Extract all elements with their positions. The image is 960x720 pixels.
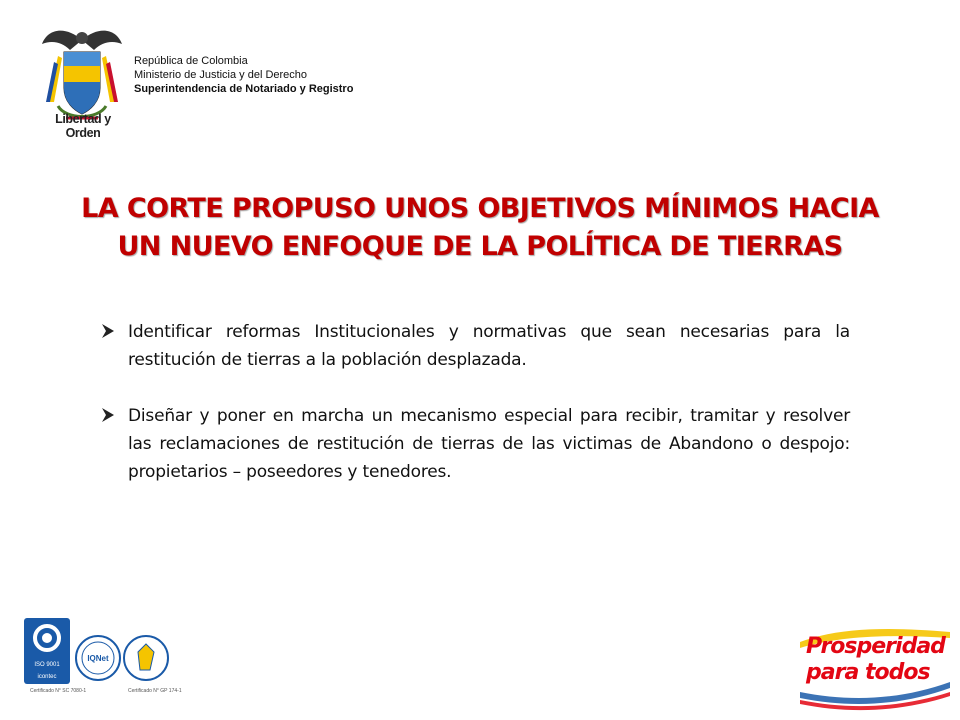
crest-caption: Libertad y Orden: [55, 112, 111, 140]
ministry-block: [134, 54, 353, 96]
iso-label: ISO 9001: [34, 662, 60, 668]
bullet-list: [100, 318, 850, 514]
bullet-item: [100, 402, 850, 486]
bullet-text: Identificar reformas Institucionales y normativas que sean necesarias para la restitución de tierras a la población desplazada.: [128, 322, 850, 370]
iqnet-label: IQNet: [87, 654, 109, 663]
cert-number-2: Certificado N° GP 174-1: [128, 688, 182, 694]
para-todos-text: para todos: [806, 660, 930, 685]
bullet-item: [100, 318, 850, 374]
agency-name: Superintendencia de Notariado y Registro: [134, 83, 354, 95]
prosperidad-text: Prosperidad: [806, 634, 945, 659]
country-name: República de Colombia: [134, 55, 248, 67]
ministry-name: Ministerio de Justicia y del Derecho: [134, 69, 308, 81]
cert-number-1: Certificado N° SC 7080-1: [30, 688, 87, 694]
bullet-text: Diseñar y poner en marcha un mecanismo especial para recibir, tramitar y resolver las reclamaciones de restitución de tierras de las victimas de Abandono o despojo: propietarios – poseedores y tenedores.: [128, 406, 850, 482]
title-line-1: LA CORTE PROPUSO UNOS OBJETIVOS MÍNIMOS HACIA: [81, 193, 879, 224]
slide-title: [40, 190, 920, 266]
arrow-bullet-icon: [100, 323, 116, 339]
title-line-2: UN NUEVO ENFOQUE DE LA POLÍTICA DE TIERRAS: [117, 231, 843, 262]
arrow-bullet-icon: [100, 407, 116, 423]
icontec-label: icontec: [37, 674, 57, 680]
